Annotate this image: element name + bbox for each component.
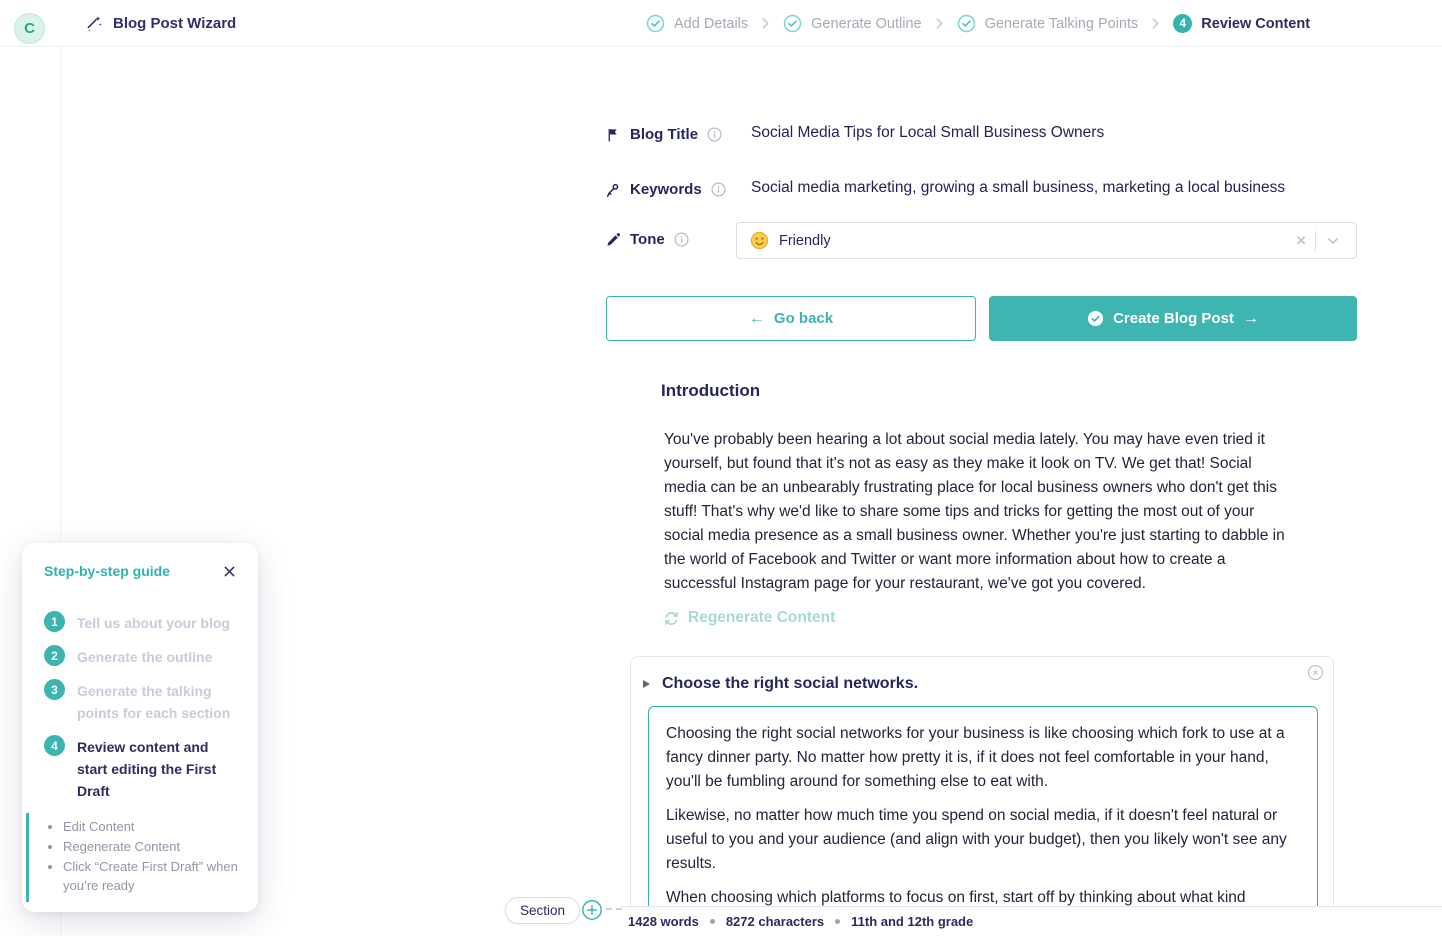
guide-substeps	[26, 813, 246, 902]
arrow-right-icon: →	[1242, 309, 1259, 327]
create-blog-post-button[interactable]	[989, 296, 1357, 341]
add-section-label: Section	[520, 903, 566, 918]
check-circle-icon	[1087, 310, 1104, 327]
guide-step-3	[44, 679, 240, 724]
chevron-right-icon	[933, 17, 946, 30]
section-card	[630, 656, 1334, 936]
breadcrumb	[646, 0, 1310, 47]
smiley-icon	[750, 231, 769, 250]
app-logo[interactable]	[14, 13, 45, 44]
key-icon	[605, 182, 621, 198]
bullet-dot	[48, 865, 52, 869]
info-icon[interactable]	[674, 232, 689, 247]
section-paragraph: Choosing the right social networks for your business is like choosing which fork to use at a fancy dinner party. No matter how pretty it is, if it does not feel comfortable in your hand, you'll be fumbling around for something else to eat with.	[666, 725, 1285, 790]
intro-paragraph: You've probably been hearing a lot about social media lately. You may have even tried it yourself, but found that it's not as easy as they make it look on TV. We get that! Social media can be an unbearably frustrating place for local business owners who don't get this stuff! That's why we'd like to share some tips and tricks for getting the most out of your social media presence as a small business owner. Whether you're just starting to dabble in the world of Facebook and Twitter or want more information about how to create a successful Instagram page for your restaurant, we've got you covered.	[664, 431, 1285, 592]
regenerate-content-link[interactable]	[663, 609, 835, 627]
guide-substep: Edit Content	[63, 817, 246, 836]
section-editor[interactable]	[648, 706, 1318, 936]
guide-step-label: Generate the outline	[77, 649, 213, 665]
check-circle-icon	[957, 14, 976, 33]
breadcrumb-step-generate-outline[interactable]	[783, 14, 921, 33]
guide-step-label: Review content and start editing the First Draft	[77, 739, 217, 799]
collapse-triangle-icon[interactable]	[643, 680, 650, 688]
close-icon[interactable]	[223, 565, 236, 578]
breadcrumb-step-add-details[interactable]	[646, 14, 748, 33]
status-bar	[620, 906, 1442, 936]
guide-step-4-active	[44, 735, 240, 802]
flag-icon	[605, 127, 621, 143]
step-number-badge: 4	[1173, 14, 1192, 33]
bullet-dot	[48, 845, 52, 849]
breadcrumb-step-label: Review Content	[1201, 15, 1311, 32]
guide-step-label: Tell us about your blog	[77, 615, 230, 631]
go-back-button[interactable]	[606, 296, 976, 341]
section-paragraph: When choosing which platforms to focus on first, start off by thinking about what kind	[666, 889, 1246, 906]
step-guide-popup	[22, 543, 258, 912]
guide-steps	[44, 611, 240, 813]
dot-separator	[835, 919, 840, 924]
breadcrumb-step-review-content[interactable]	[1173, 14, 1310, 33]
regenerate-content-label: Regenerate Content	[688, 609, 836, 626]
section-paragraph: Likewise, no matter how much time you spend on social media, if it doesn't feel natural or useful to you and your audience (and align with your budget), then you likely won't see any results.	[666, 807, 1287, 872]
keywords-value: Social media marketing, growing a small business, marketing a local business	[751, 179, 1286, 196]
page-title-label: Blog Post Wizard	[113, 15, 237, 32]
chevron-right-icon	[1149, 17, 1162, 30]
keywords-label-text: Keywords	[630, 181, 702, 198]
wand-icon	[84, 14, 103, 33]
go-back-label: Go back	[773, 310, 834, 327]
step-number-badge: 3	[44, 679, 65, 700]
step-number-badge: 1	[44, 611, 65, 632]
info-icon[interactable]	[711, 182, 726, 197]
chevron-down-icon[interactable]	[1316, 234, 1346, 248]
check-circle-icon	[783, 14, 802, 33]
breadcrumb-step-label: Generate Talking Points	[984, 15, 1139, 32]
guide-step-1	[44, 611, 240, 634]
info-icon[interactable]	[707, 127, 722, 142]
reading-grade: 11th and 12th grade	[851, 914, 974, 929]
app-logo-letter: C	[24, 20, 35, 37]
guide-substep: Regenerate Content	[63, 837, 246, 856]
dot-separator	[710, 919, 715, 924]
add-section-dash	[606, 908, 622, 910]
page-title	[84, 0, 236, 47]
guide-step-label: Generate the talking points for each section	[77, 683, 231, 721]
top-bar	[0, 0, 1442, 47]
guide-step-2	[44, 645, 240, 668]
remove-section-icon[interactable]	[1307, 664, 1324, 681]
create-blog-post-label: Create Blog Post	[1113, 310, 1234, 327]
intro-heading: Introduction	[661, 381, 761, 400]
character-count: 8272 characters	[725, 914, 825, 929]
add-section-pill[interactable]	[505, 897, 580, 924]
refresh-icon	[663, 610, 680, 627]
blog-title-value: Social Media Tips for Local Small Business Owners	[751, 124, 1105, 141]
plus-circle-icon[interactable]	[581, 899, 603, 921]
arrow-left-icon: ←	[748, 309, 765, 327]
section-title: Choose the right social networks.	[662, 675, 919, 692]
step-number-badge: 4	[44, 735, 65, 756]
blog-title-label-text: Blog Title	[630, 126, 699, 143]
marker-pen-icon	[605, 232, 621, 248]
clear-tone-icon[interactable]: ×	[1296, 230, 1306, 250]
chevron-right-icon	[759, 17, 772, 30]
tone-selected-value: Friendly	[779, 232, 831, 249]
word-count: 1428 words	[628, 914, 699, 929]
guide-substep: Click “Create First Draft” when you’re ready	[63, 857, 246, 895]
guide-title: Step-by-step guide	[44, 563, 171, 579]
tone-label	[605, 231, 689, 248]
breadcrumb-step-generate-talking-points[interactable]	[957, 14, 1139, 33]
keywords-label	[605, 181, 726, 198]
breadcrumb-step-label: Generate Outline	[811, 15, 922, 32]
tone-label-text: Tone	[630, 231, 665, 248]
bullet-dot	[48, 825, 52, 829]
step-number-badge: 2	[44, 645, 65, 666]
tone-select[interactable]	[736, 222, 1357, 259]
breadcrumb-step-label: Add Details	[674, 15, 749, 32]
blog-title-label	[605, 126, 722, 143]
check-circle-icon	[646, 14, 665, 33]
